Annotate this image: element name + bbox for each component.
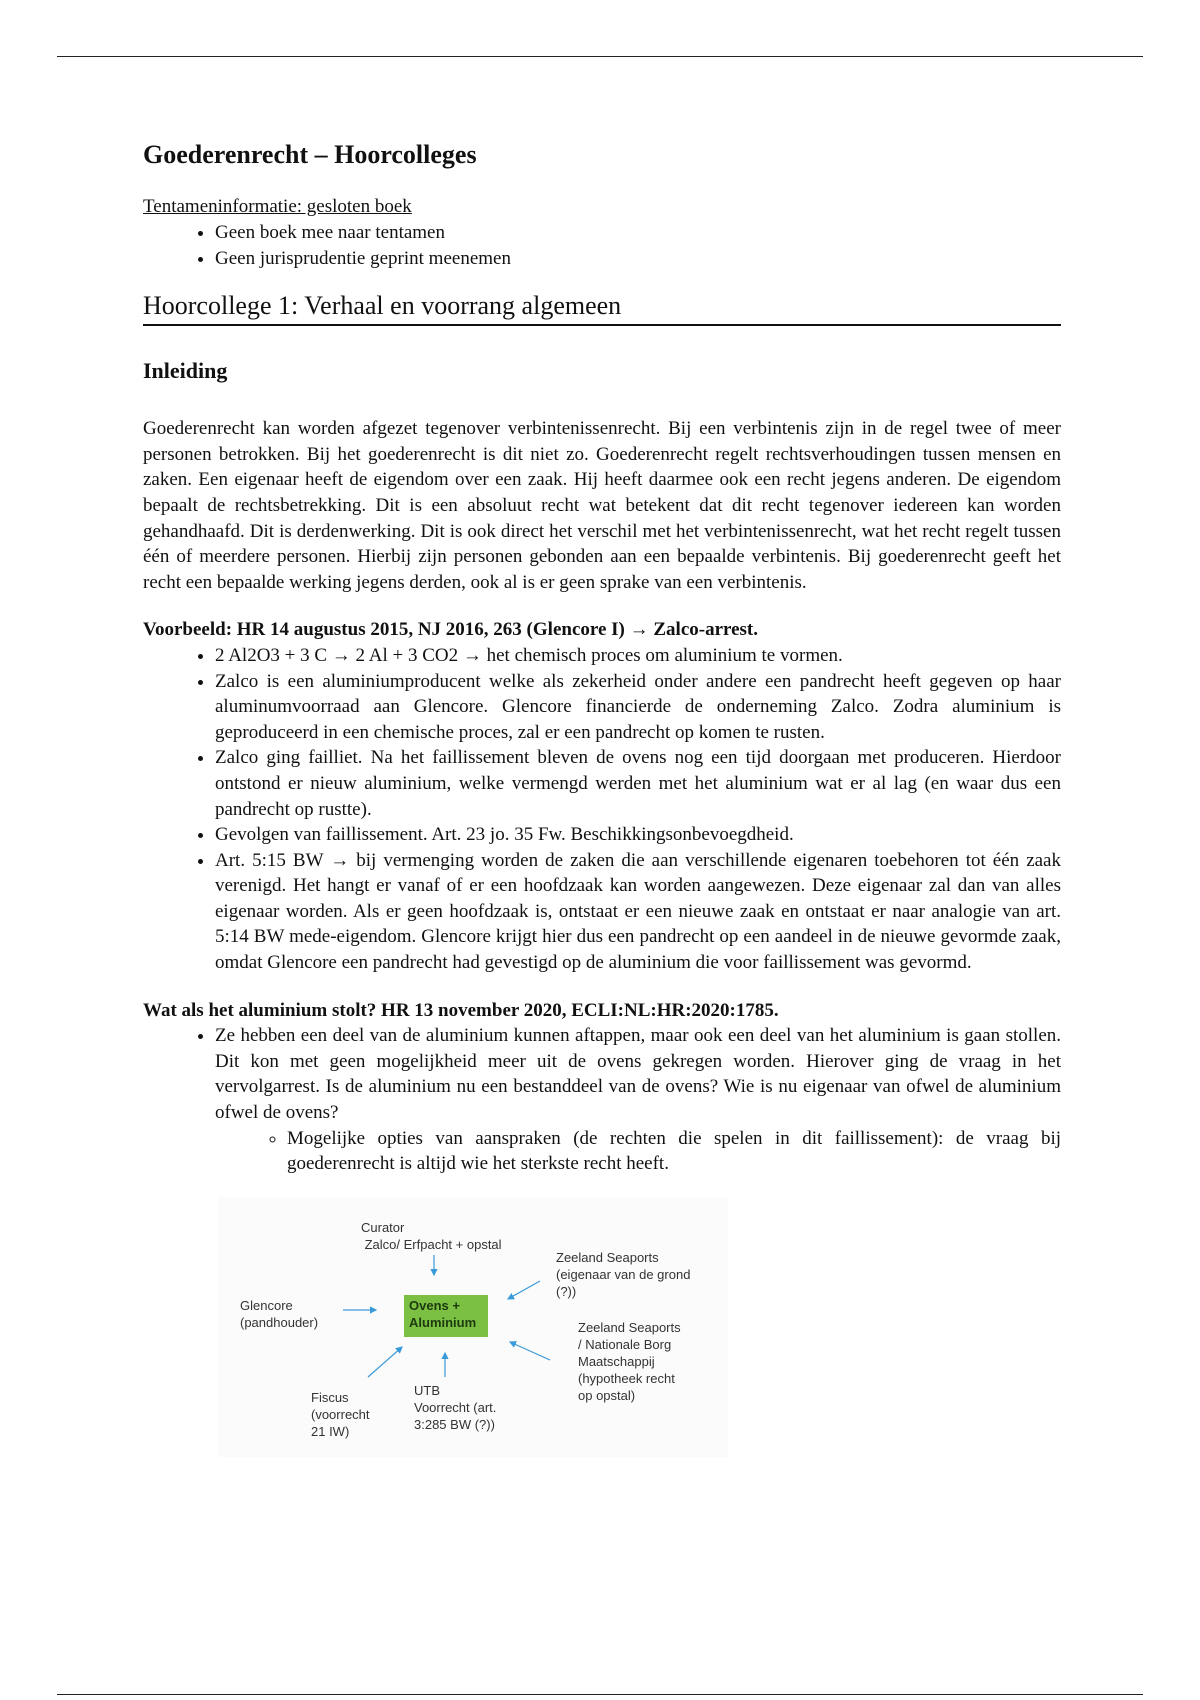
list-item: • Geen boek mee naar tentamen [215,220,1061,246]
list-item-text: Ze hebben een deel van de aluminium kunnen aftappen, maar ook een deel van het aluminium is gaan stollen. Dit kon met geen mogelijkheid meer uit de ovens gekregen worden. Hierover ging de vraag in het vervolgarrest. Is de aluminium nu een bestanddeel van de ovens? Wie is nu eigenaar van ofwel de aluminium ofwel de ovens? [215,1025,1061,1124]
list-item: • 2 Al2O3 + 3 C → 2 Al + 3 CO2 → het chemisch proces om aluminium te vormen. [215,643,1061,669]
zeeland-seaports-label: Zeeland Seaports (eigenaar van de grond (?)) [556,1249,691,1299]
example1-heading: Voorbeeld: HR 14 augustus 2015, NJ 2016, 263 (Glencore I) → Zalco-arrest. [143,619,759,641]
document-page [143,138,1061,1457]
intro-heading: Inleiding [143,358,228,384]
list-item: • Zalco ging failliet. Na het faillissement bleven de ovens nog een tijd doorgaan met produceren. Hierdoor ontstond er nieuw aluminium, welke vermengd werden met het aluminium wat er al lag (en waar dus een pandrecht op rustte). [215,745,1061,822]
header-rule [57,56,1143,57]
example2-heading: Wat als het aluminium stolt? HR 13 november 2020, ECLI:NL:HR:2020:1785. [143,999,779,1021]
arrow-fiscus [368,1347,402,1377]
exam-info-heading: Tentameninformatie: gesloten boek [143,196,412,217]
footer-rule [57,1694,1143,1695]
list-item [215,1023,1061,1177]
sub-list [215,1126,1061,1177]
example1-list [143,643,1061,976]
zeeland-nbm-label: Zeeland Seaports / Nationale Borg Maatschappij (hypotheek recht op opstal) [578,1319,681,1403]
arrow-zeeland2 [510,1342,550,1360]
claims-diagram [218,1197,728,1457]
glencore-label: Glencore (pandhouder) [240,1297,319,1330]
list-item: • Zalco is een aluminiumproducent welke als zekerheid onder andere een pandrecht heeft gegeven op haar aluminumvoorraad aan Glencore. Glencore financierde de onderneming Zalco. Zodra aluminium is geproduceerd in een chemische proces, zal er een pandrecht op komen te rusten. [215,669,1061,746]
arrow-zeeland1 [508,1281,540,1299]
section-title: Hoorcollege 1: Verhaal en voorrang algemeen [143,289,1061,326]
list-item: • Gevolgen van faillissement. Art. 23 jo. 35 Fw. Beschikkingsonbevoegdheid. [215,822,1061,848]
ovens-aluminium-box: Ovens + Aluminium [404,1295,488,1337]
fiscus-label: Fiscus (voorrecht 21 IW) [311,1389,370,1439]
utb-label: UTB Voorrecht (art. 3:285 BW (?)) [414,1382,497,1432]
curator-label: Curator Zalco/ Erfpacht + opstal [361,1219,502,1252]
exam-info-list [143,220,1061,271]
list-item: • Art. 5:15 BW → bij vermenging worden de zaken die aan verschillende eigenaren toebehoren tot één zaak verenigd. Het hangt er vanaf of er een hoofdzaak kan worden aangewezen. Deze eigenaar zal dan van alles eigenaar worden. Als er geen hoofdzaak is, ontstaat er een nieuwe zaak en ontstaat er naar analogie van art. 5:14 BW mede-eigendom. Glencore krijgt hier dus een pandrecht op een aandeel in de nieuwe gevormde zaak, omdat Glencore een pandrecht had gevestigd op de aluminium die voor faillissement was gevormd. [215,848,1061,976]
intro-paragraph: Goederenrecht kan worden afgezet tegenover verbintenissenrecht. Bij een verbintenis zijn in de regel twee of meer personen betrokken. Bij het goederenrecht is dit niet zo. Goederenrecht regelt rechtsverhoudingen tussen mensen en zaken. Een eigenaar heeft de eigendom over een zaak. Hij heeft daarmee ook een recht jegens anderen. De eigendom bepaalt de rechtsbetrekking. Dit is een absoluut recht wat betekent dat dit recht tegenover iedereen kan worden gehandhaafd. Dit is derdenwerking. Dit is ook direct het verschil met het verbintenissenrecht, wat het recht regelt tussen één of meerdere personen. Hierbij zijn personen gebonden aan een bepaalde verbintenis. Bij goederenrecht geeft het recht een bepaalde werking jegens derden, ook al is er geen sprake van een verbintenis. [143,418,1061,593]
example2-list [143,1023,1061,1177]
list-item: • Geen jurisprudentie geprint meenemen [215,246,1061,272]
document-title: Goederenrecht – Hoorcolleges [143,140,477,169]
sub-list-item: ◦ Mogelijke opties van aanspraken (de rechten die spelen in dit faillissement): de vraag bij goederenrecht is altijd wie het sterkste recht heeft. [287,1126,1061,1177]
